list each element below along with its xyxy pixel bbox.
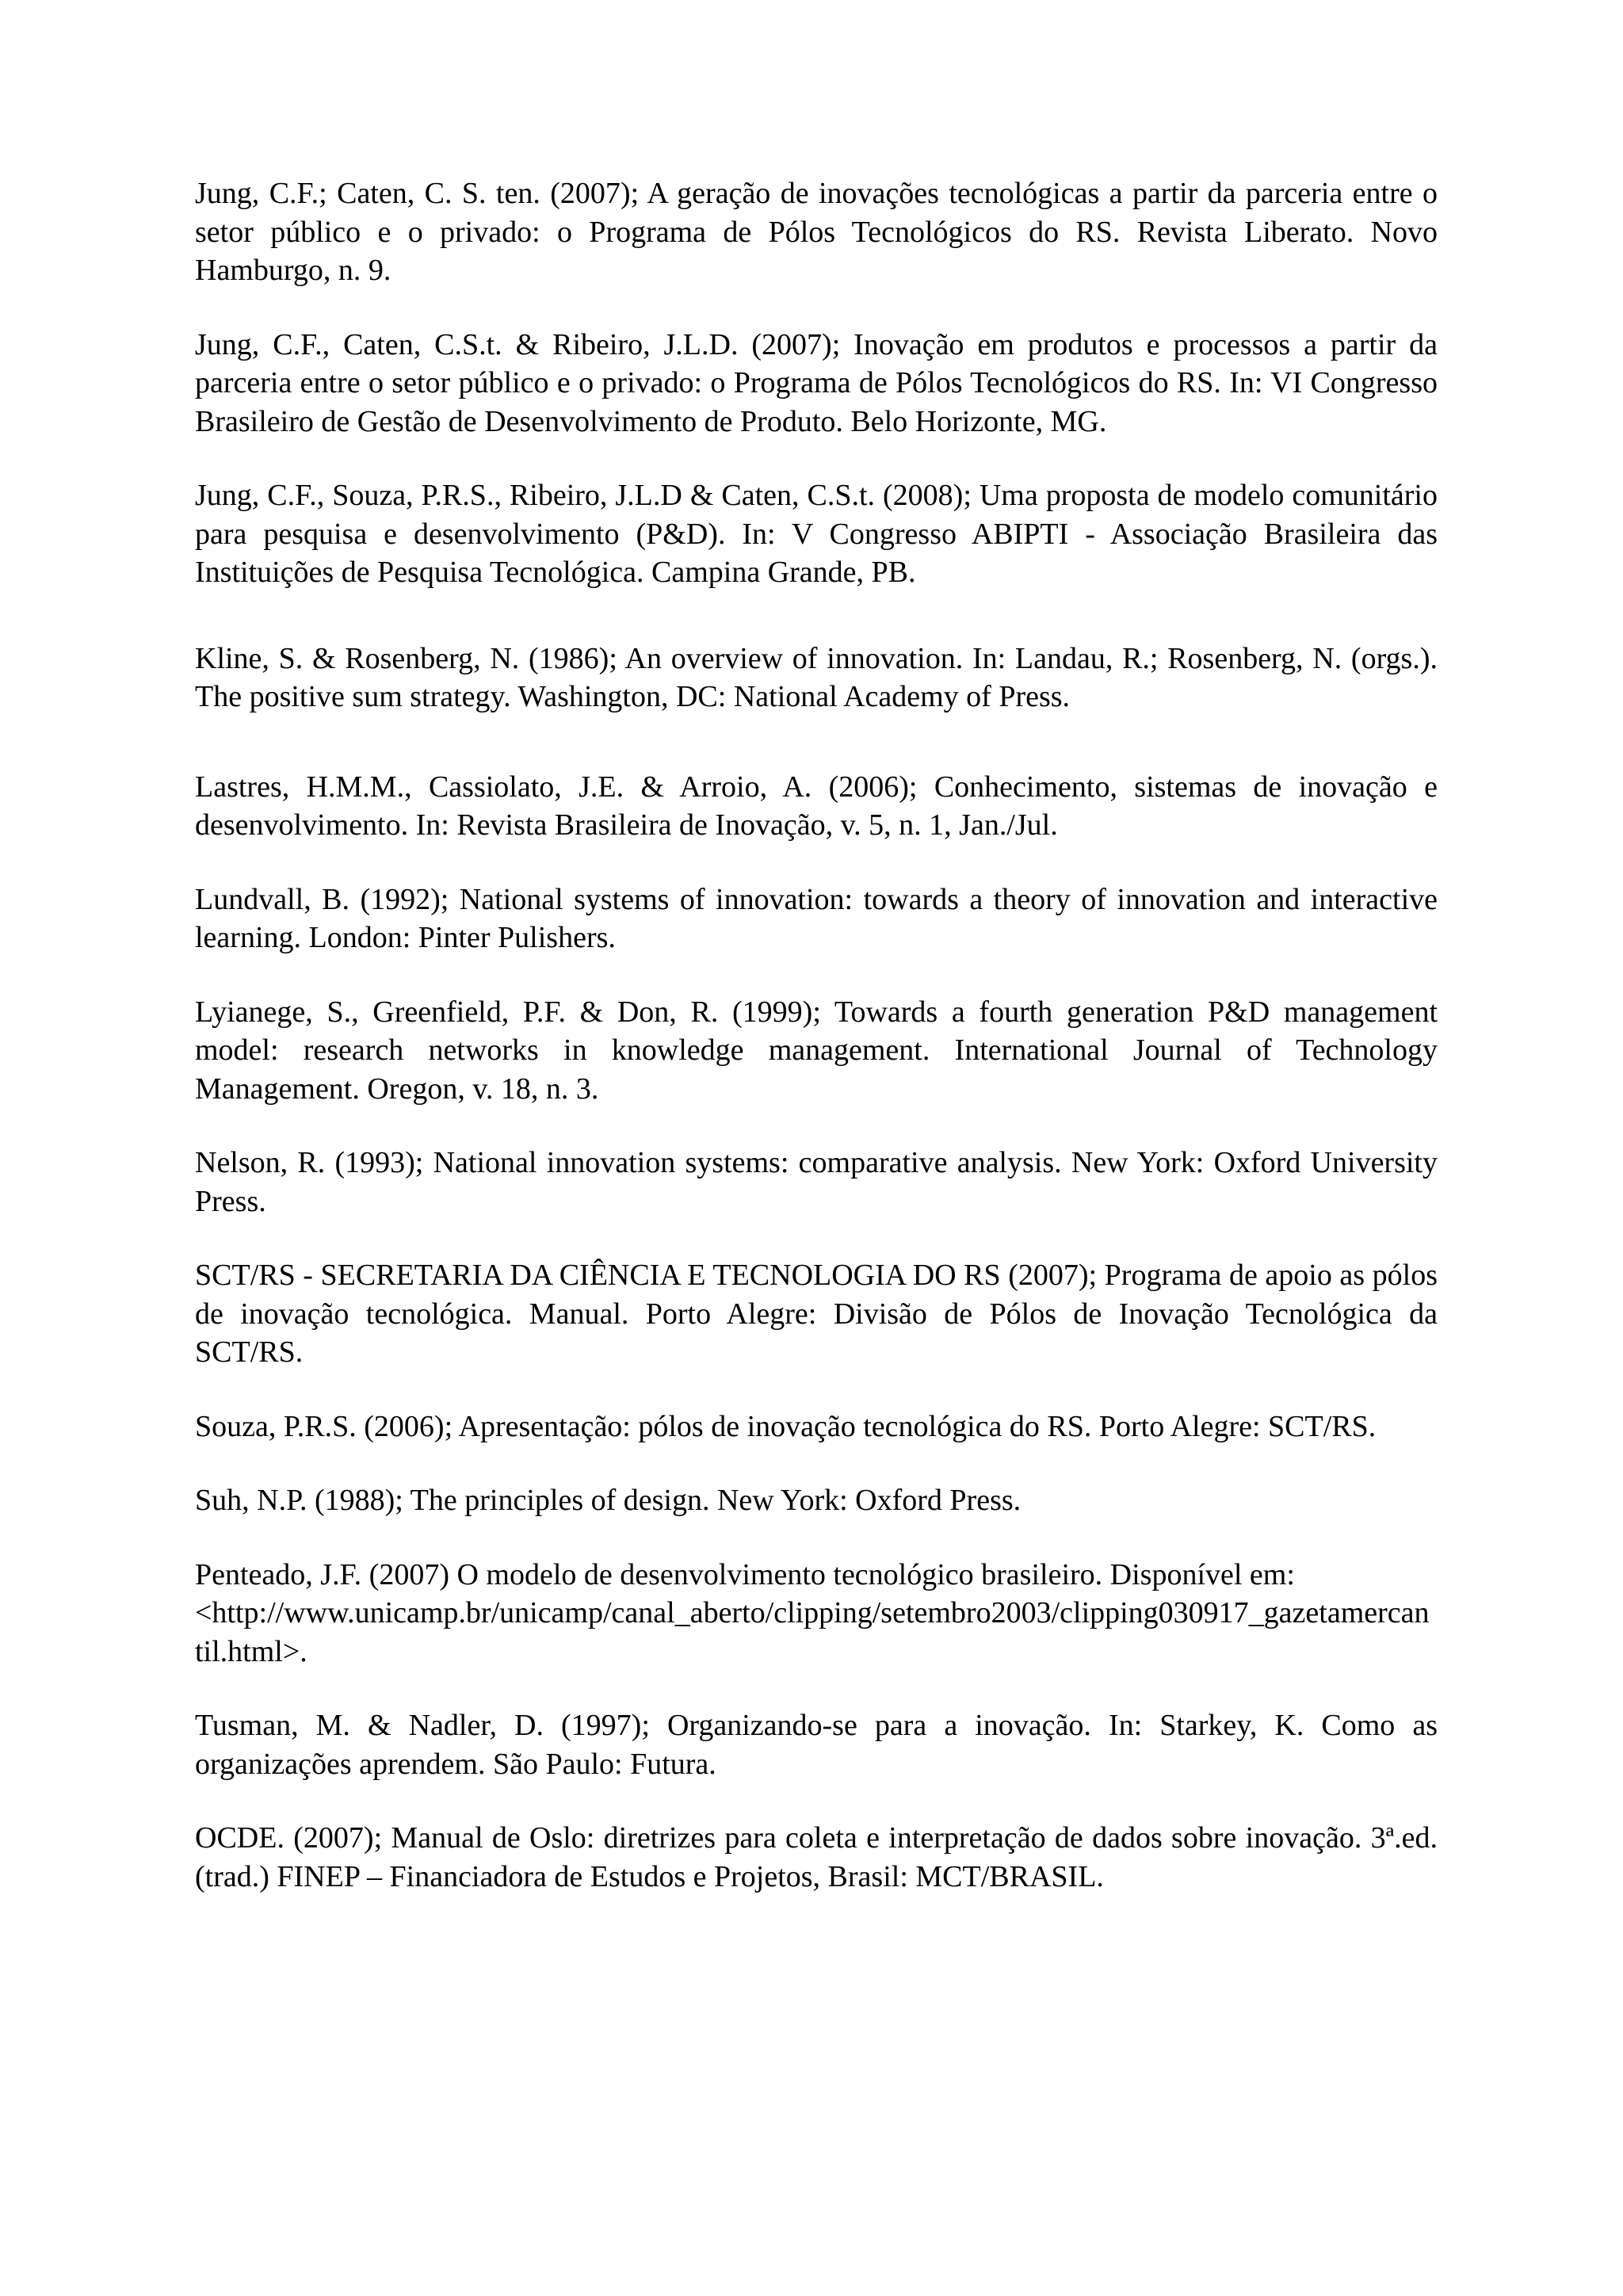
reference-suh-1988: Suh, N.P. (1988); The principles of design. New York: Oxford Press. (195, 1484, 1022, 1517)
reference-penteado-url[interactable]: <http://www.unicamp.br/unicamp/canal_aberto/clipping/setembro2003/clipping030917_gazetamercantil.html>. (195, 1596, 1430, 1668)
reference-ocde-2007: OCDE. (2007); Manual de Oslo: diretrizes para coleta e interpretação de dados sobre inovação. 3ª.ed. (trad.) FINEP – Financiadora de Estudos e Projetos, Brasil: MCT/BRASIL. (195, 1821, 1438, 1893)
reference-sct-rs-2007: SCT/RS - SECRETARIA DA CIÊNCIA E TECNOLOGIA DO RS (2007); Programa de apoio as pólos de inovação tecnológica. Manual. Porto Alegre: Divisão de Pólos de Inovação Tecnológica da SCT/RS. (195, 1259, 1438, 1369)
reference-lundvall-1992: Lundvall, B. (1992); National systems of innovation: towards a theory of innovation and interactive learning. London: Pinter Pulishers. (195, 882, 1438, 954)
reference-kline-1986: Kline, S. & Rosenberg, N. (1986); An overview of innovation. In: Landau, R.; Rosenberg, N. (orgs.). The positive sum strategy. Washington, DC: National Academy of Press. (195, 641, 1438, 713)
reference-nelson-1993: Nelson, R. (1993); National innovation systems: comparative analysis. New York: Oxford University Press. (195, 1146, 1438, 1218)
reference-jung-2007a: Jung, C.F.; Caten, C. S. ten. (2007); A geração de inovações tecnológicas a partir da parceria entre o setor público e o privado: o Programa de Pólos Tecnológicos do RS. Revista Liberato. Novo Hamburgo, n. 9. (195, 177, 1438, 287)
reference-lyianege-1999: Lyianege, S., Greenfield, P.F. & Don, R. (1999); Towards a fourth generation P&D management model: research networks in knowledge management. International Journal of Technology Management. Oregon, v. 18, n. 3. (195, 995, 1438, 1106)
reference-jung-2007b: Jung, C.F., Caten, C.S.t. & Ribeiro, J.L.D. (2007); Inovação em produtos e processos a partir da parceria entre o setor público e o privado: o Programa de Pólos Tecnológicos do RS. In: VI Congresso Brasileiro de Gestão de Desenvolvimento de Produto. Belo Horizonte, MG. (195, 327, 1438, 438)
reference-lastres-2006: Lastres, H.M.M., Cassiolato, J.E. & Arroio, A. (2006); Conhecimento, sistemas de inovação e desenvolvimento. In: Revista Brasileira de Inovação, v. 5, n. 1, Jan./Jul. (195, 770, 1438, 842)
reference-penteado-2007 (195, 1556, 1438, 1671)
reference-list (195, 174, 1438, 1896)
reference-tusman-1997: Tusman, M. & Nadler, D. (1997); Organizando-se para a inovação. In: Starkey, K. Como as organizações aprendem. São Paulo: Futura. (195, 1709, 1438, 1781)
reference-penteado-text: Penteado, J.F. (2007) O modelo de desenvolvimento tecnológico brasileiro. Disponível em: (195, 1557, 1295, 1591)
reference-jung-2008: Jung, C.F., Souza, P.R.S., Ribeiro, J.L.D & Caten, C.S.t. (2008); Uma proposta de modelo comunitário para pesquisa e desenvolvimento (P&D). In: V Congresso ABIPTI - Associação Brasileira das Instituições de Pesquisa Tecnológica. Campina Grande, PB. (195, 479, 1438, 589)
reference-souza-2006: Souza, P.R.S. (2006); Apresentação: pólos de inovação tecnológica do RS. Porto Alegre: SCT/RS. (195, 1409, 1377, 1443)
